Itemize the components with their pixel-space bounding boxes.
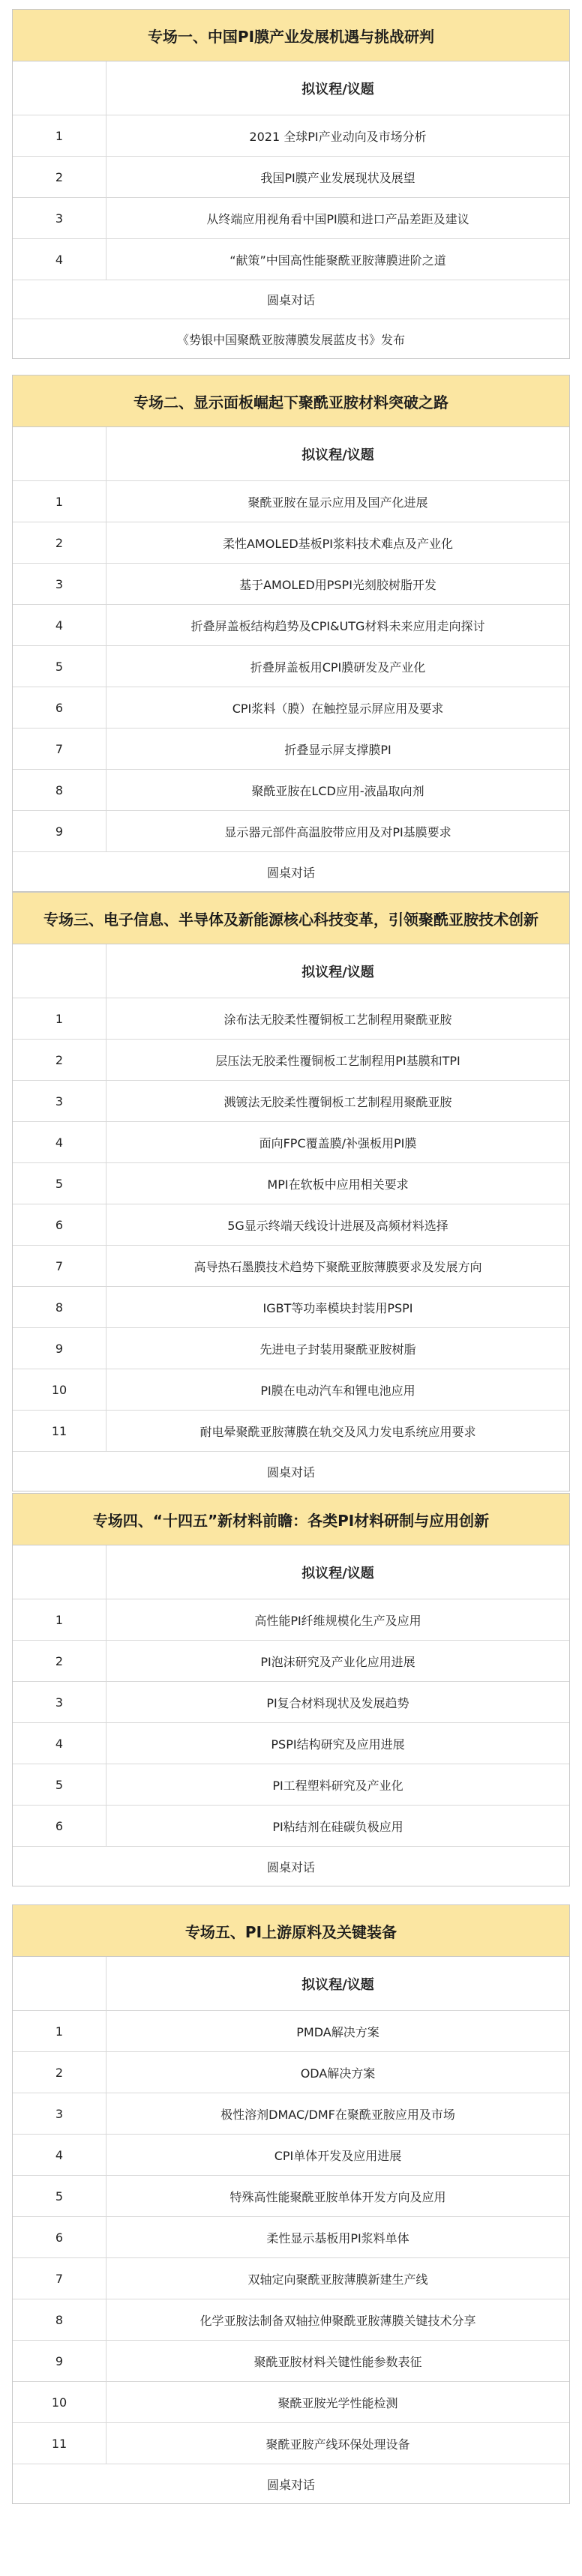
agenda-topic: 折叠显示屏支撑膜PI: [284, 742, 392, 757]
agenda-row: [13, 2341, 569, 2382]
agenda-topic: 聚酰亚胺在显示应用及国产化进展: [248, 495, 428, 510]
header-number-cell: [13, 1545, 106, 1599]
agenda-number: 2: [13, 522, 106, 563]
agenda-topic: CPI浆料（膜）在触控显示屏应用及要求: [232, 701, 444, 716]
agenda-number: 10: [13, 1369, 106, 1410]
agenda-row: [13, 481, 569, 522]
agenda-row: [13, 1163, 569, 1204]
agenda-topic: 基于AMOLED用PSPI光刻胶树脂开发: [239, 577, 436, 592]
agenda-row: [13, 198, 569, 239]
table-header-row: [13, 1957, 569, 2011]
agenda-number: 9: [13, 811, 106, 851]
agenda-row: [13, 1204, 569, 1246]
agenda-row: [13, 1287, 569, 1328]
agenda-row: [13, 1122, 569, 1163]
agenda-row: [13, 239, 569, 280]
agenda-number: 1: [13, 115, 106, 156]
agenda-row: [13, 729, 569, 770]
agenda-topic: 折叠屏盖板用CPI膜研发及产业化: [250, 660, 426, 675]
agenda-topic: 溅镀法无胶柔性覆铜板工艺制程用聚酰亚胺: [224, 1094, 452, 1109]
agenda-number: 2: [13, 1641, 106, 1681]
agenda-topic: 聚酰亚胺在LCD应用-液晶取向剂: [251, 783, 424, 798]
roundtable-row: 圆桌对话: [266, 1465, 315, 1479]
agenda-row: [13, 1764, 569, 1806]
session-table: [12, 375, 570, 892]
agenda-topic: 极性溶剂DMAC/DMF在聚酰亚胺应用及市场: [220, 2107, 455, 2122]
agenda-row: [13, 1682, 569, 1723]
agenda-topic: PI复合材料现状及发展趋势: [266, 1695, 410, 1710]
header-topic-label: 拟议程/议题: [302, 81, 374, 97]
agenda-row: [13, 1641, 569, 1682]
agenda-row: [13, 2382, 569, 2423]
agenda-number: 10: [13, 2382, 106, 2422]
header-number-cell: [13, 427, 106, 480]
agenda-row: [13, 770, 569, 811]
agenda-row: [13, 2217, 569, 2258]
agenda-topic: 耐电晕聚酰亚胺薄膜在轨交及风力发电系统应用要求: [200, 1424, 476, 1439]
session-title: 专场三、电子信息、半导体及新能源核心科技变革，引领聚酰亚胺技术创新: [13, 893, 569, 944]
agenda-number: 11: [13, 1411, 106, 1451]
agenda-number: 6: [13, 2217, 106, 2257]
header-number-cell: [13, 61, 106, 115]
agenda-number: 6: [13, 1204, 106, 1245]
agenda-topic: ODA解决方案: [300, 2066, 376, 2081]
agenda-row: [13, 605, 569, 646]
agenda-row: [13, 1081, 569, 1122]
agenda-number: 4: [13, 1122, 106, 1162]
agenda-row: [13, 2011, 569, 2052]
header-topic-label: 拟议程/议题: [302, 447, 374, 463]
session-title: 专场一、中国PI膜产业发展机遇与挑战研判: [13, 10, 569, 61]
agenda-topic: 双轴定向聚酰亚胺薄膜新建生产线: [248, 2272, 428, 2287]
agenda-number: 2: [13, 2052, 106, 2093]
agenda-row: [13, 2135, 569, 2176]
agenda-number: 9: [13, 2341, 106, 2381]
agenda-row: [13, 1246, 569, 1287]
agenda-number: 2: [13, 1040, 106, 1080]
session-title: 专场四、“十四五”新材料前瞻：各类PI材料研制与应用创新: [13, 1494, 569, 1545]
session-table: [12, 9, 570, 359]
agenda-topic: PI工程塑料研究及产业化: [272, 1778, 404, 1793]
session-title: 专场五、PI上游原料及关键装备: [13, 1905, 569, 1957]
agenda-row: [13, 1806, 569, 1847]
agenda-number: 7: [13, 2258, 106, 2299]
agenda-row: [13, 2299, 569, 2341]
agenda-number: 2: [13, 157, 106, 197]
roundtable-row: 圆桌对话: [266, 865, 315, 880]
agenda-number: 8: [13, 2299, 106, 2340]
agenda-row: [13, 564, 569, 605]
agenda-topic: 聚酰亚胺材料关键性能参数表征: [254, 2354, 422, 2369]
header-topic-label: 拟议程/议题: [302, 964, 374, 980]
agenda-number: 7: [13, 1246, 106, 1286]
agenda-number: 11: [13, 2423, 106, 2464]
session-table: [12, 1904, 570, 2504]
agenda-topic: 折叠屏盖板结构趋势及CPI&UTG材料未来应用走向探讨: [190, 618, 485, 633]
agenda-number: 4: [13, 239, 106, 280]
agenda-number: 4: [13, 1723, 106, 1764]
agenda-number: 8: [13, 770, 106, 810]
agenda-number: 3: [13, 198, 106, 238]
agenda-row: [13, 811, 569, 852]
agenda-number: 9: [13, 1328, 106, 1369]
agenda-row: [13, 115, 569, 157]
header-number-cell: [13, 1957, 106, 2010]
agenda-topic: 先进电子封装用聚酰亚胺树脂: [260, 1342, 416, 1357]
table-header-row: [13, 1545, 569, 1599]
agenda-topic: 我国PI膜产业发展现状及展望: [260, 170, 416, 185]
agenda-row: [13, 1411, 569, 1452]
roundtable-row: 圆桌对话: [266, 2477, 315, 2492]
agenda-row: [13, 522, 569, 564]
agenda-row: [13, 998, 569, 1040]
agenda-number: 8: [13, 1287, 106, 1327]
agenda-number: 1: [13, 998, 106, 1039]
agenda-topic: MPI在软板中应用相关要求: [267, 1177, 409, 1192]
agenda-topic: 面向FPC覆盖膜/补强板用PI膜: [259, 1135, 417, 1150]
header-topic-label: 拟议程/议题: [302, 1565, 374, 1581]
agenda-topic: IGBT等功率模块封装用PSPI: [262, 1300, 413, 1315]
agenda-number: 3: [13, 564, 106, 604]
agenda-topic: CPI单体开发及应用进展: [274, 2148, 402, 2163]
agenda-number: 4: [13, 2135, 106, 2175]
agenda-number: 3: [13, 2093, 106, 2134]
table-header-row: [13, 944, 569, 998]
agenda-row: [13, 1723, 569, 1764]
agenda-number: 5: [13, 1764, 106, 1805]
agenda-topic: PI膜在电动汽车和锂电池应用: [260, 1383, 416, 1398]
agenda-number: 7: [13, 729, 106, 769]
agenda-topic: PI泡沫研究及产业化应用进展: [260, 1654, 416, 1669]
agenda-topic: 高导热石墨膜技术趋势下聚酰亚胺薄膜要求及发展方向: [194, 1259, 482, 1274]
agenda-number: 5: [13, 2176, 106, 2216]
agenda-number: 5: [13, 1163, 106, 1204]
agenda-row: [13, 646, 569, 687]
agenda-topic: 5G显示终端天线设计进展及高频材料选择: [227, 1218, 448, 1233]
agenda-row: [13, 2258, 569, 2299]
agenda-number: 1: [13, 2011, 106, 2051]
agenda-number: 6: [13, 687, 106, 728]
agenda-topic: 涂布法无胶柔性覆铜板工艺制程用聚酰亚胺: [224, 1012, 452, 1027]
agenda-number: 6: [13, 1806, 106, 1846]
session-table: [12, 892, 570, 1491]
agenda-topic: 特殊高性能聚酰亚胺单体开发方向及应用: [230, 2189, 446, 2204]
agenda-topic: 层压法无胶柔性覆铜板工艺制程用PI基膜和TPI: [215, 1053, 460, 1068]
agenda-number: 5: [13, 646, 106, 687]
table-header-row: [13, 61, 569, 115]
table-header-row: [13, 427, 569, 481]
agenda-row: [13, 2052, 569, 2093]
agenda-number: 3: [13, 1682, 106, 1722]
session-title: 专场二、显示面板崛起下聚酰亚胺材料突破之路: [13, 375, 569, 427]
agenda-topic: “献策”中国高性能聚酰亚胺薄膜进阶之道: [230, 253, 446, 268]
agenda-row: [13, 2423, 569, 2464]
header-number-cell: [13, 944, 106, 998]
agenda-topic: PMDA解决方案: [296, 2024, 380, 2039]
agenda-number: 1: [13, 1599, 106, 1640]
agenda-topic: 2021 全球PI产业动向及市场分析: [249, 129, 427, 144]
session-table: [12, 1493, 570, 1886]
agenda-topic: 聚酰亚胺光学性能检测: [278, 2395, 398, 2410]
header-topic-label: 拟议程/议题: [302, 1976, 374, 1993]
agenda-topic: 从终端应用视角看中国PI膜和进口产品差距及建议: [206, 211, 470, 226]
agenda-topic: 聚酰亚胺产线环保处理设备: [266, 2437, 410, 2452]
roundtable-row: 《势银中国聚酰亚胺薄膜发展蓝皮书》发布: [176, 332, 405, 347]
agenda-row: [13, 2176, 569, 2217]
agenda-topic: 显示器元部件高温胶带应用及对PI基膜要求: [224, 824, 452, 839]
agenda-row: [13, 1040, 569, 1081]
roundtable-row: 圆桌对话: [13, 280, 569, 319]
agenda-row: [13, 1599, 569, 1641]
agenda-row: [13, 2093, 569, 2135]
agenda-number: 1: [13, 481, 106, 522]
agenda-topic: PSPI结构研究及应用进展: [271, 1737, 405, 1752]
agenda-topic: PI粘结剂在硅碳负极应用: [272, 1819, 404, 1834]
agenda-topic: 化学亚胺法制备双轴拉伸聚酰亚胺薄膜关键技术分享: [200, 2313, 476, 2328]
agenda-row: [13, 687, 569, 729]
roundtable-row: 圆桌对话: [266, 1859, 315, 1874]
agenda-topic: 高性能PI纤维规模化生产及应用: [254, 1613, 422, 1628]
agenda-row: [13, 1328, 569, 1369]
agenda-topic: 柔性显示基板用PI浆料单体: [266, 2230, 410, 2245]
agenda-row: [13, 1369, 569, 1411]
agenda-row: [13, 157, 569, 198]
agenda-number: 3: [13, 1081, 106, 1121]
agenda-topic: 柔性AMOLED基板PI浆料技术难点及产业化: [222, 536, 454, 551]
agenda-number: 4: [13, 605, 106, 645]
